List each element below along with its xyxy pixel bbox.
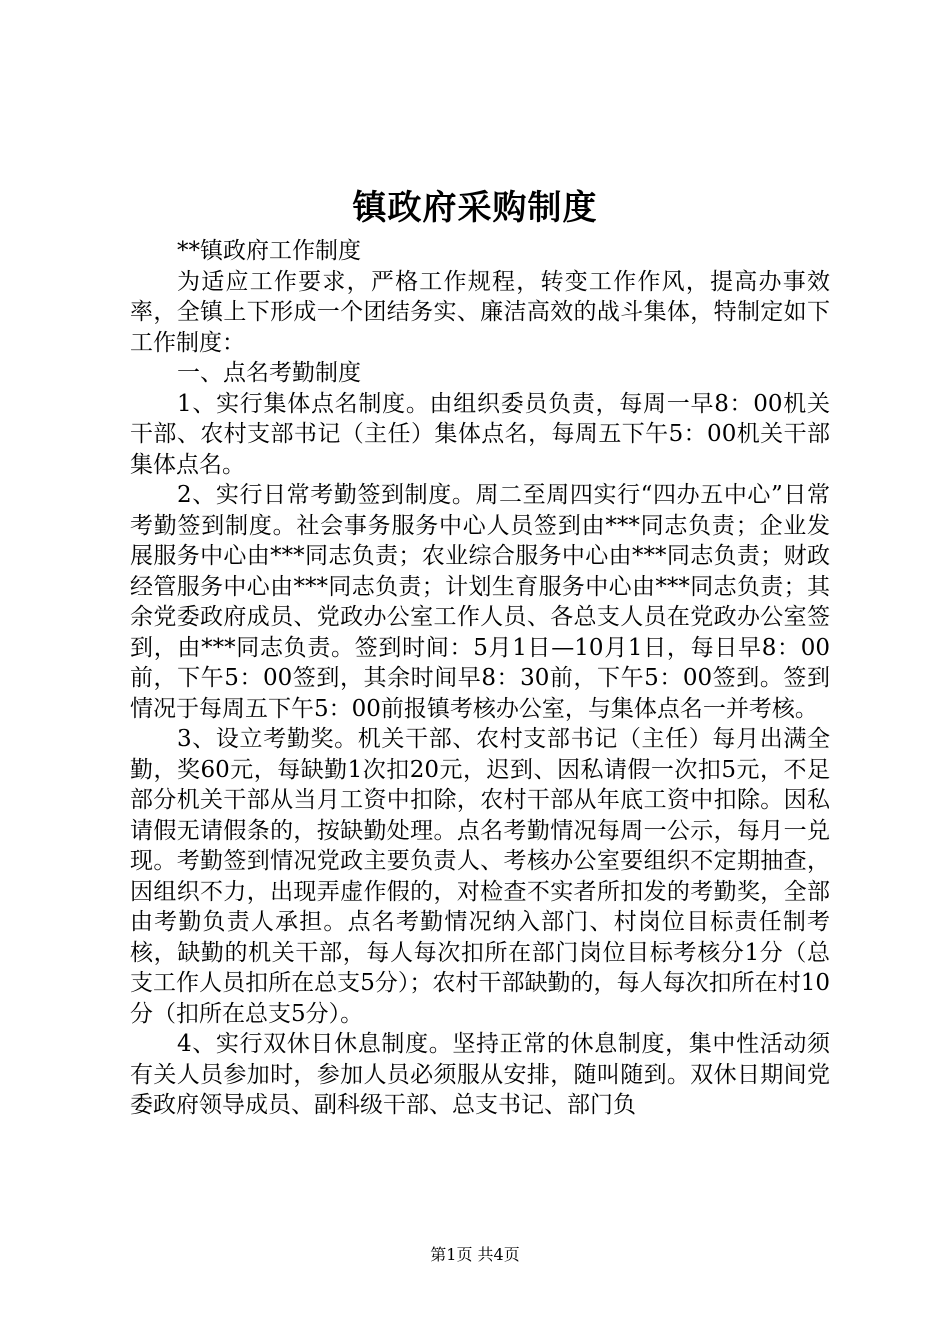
document-title: 镇政府采购制度 [352,188,598,228]
paragraph-item-3: 3、设立考勤奖。机关干部、农村支部书记（主任）每月出满全勤，奖60元，每缺勤1次扣20元，迟到、因私请假一次扣5元，不足部分机关干部从当月工资中扣除，农村干部从年底工资中扣除。因私请假无请假条的，按缺勤处理。点名考勤情况每周一公示，每月一兑现。考勤签到情况党政主要负责人、考核办公室要组织不定期抽查，因组织不力，出现弄虚作假的，对检查不实者所扣发的考勤奖，全部由考勤负责人承担。点名考勤情况纳入部门、村岗位目标责任制考核，缺勤的机关干部，每人每次扣所在部门岗位目标考核分1分（总支工作人员扣所在总支5分）；农村干部缺勤的，每人每次扣所在村10分（扣所在总支5分）。 [130,726,830,1027]
paragraph-item-2: 2、实行日常考勤签到制度。周二至周四实行“四办五中心”日常考勤签到制度。社会事务服务中心人员签到由***同志负责；企业发展服务中心由***同志负责；农业综合服务中心由***同志负责；财政经管服务中心由***同志负责；计划生育服务中心由***同志负责；其余党委政府成员、党政办公室工作人员、各总支人员在党政办公室签到，由***同志负责。签到时间：5月1日—10月1日，每日早8：00前，下午5：00签到，其余时间早8：30前，下午5：00签到。签到情况于每周五下午5：00前报镇考核办公室，与集体点名一并考核。 [130,482,830,722]
page-number-footer: 第1页 共4页 [430,1245,520,1264]
paragraph-item-1: 1、实行集体点名制度。由组织委员负责，每周一早8：00机关干部、农村支部书记（主任）集体点名，每周五下午5：00机关干部集体点名。 [130,390,830,478]
document-body [130,236,830,1121]
paragraph-item-4: 4、实行双休日休息制度。坚持正常的休息制度，集中性活动须有关人员参加时，参加人员必须服从安排，随叫随到。双休日期间党委政府领导成员、副科级干部、总支书记、部门负 [130,1031,830,1118]
section-heading: 一、点名考勤制度 [177,360,361,386]
paragraph-intro: 为适应工作要求，严格工作规程，转变工作作风，提高办事效率，全镇上下形成一个团结务实、廉洁高效的战斗集体，特制定如下工作制度： [130,268,830,356]
paragraph-heading-1: **镇政府工作制度 [177,238,361,264]
